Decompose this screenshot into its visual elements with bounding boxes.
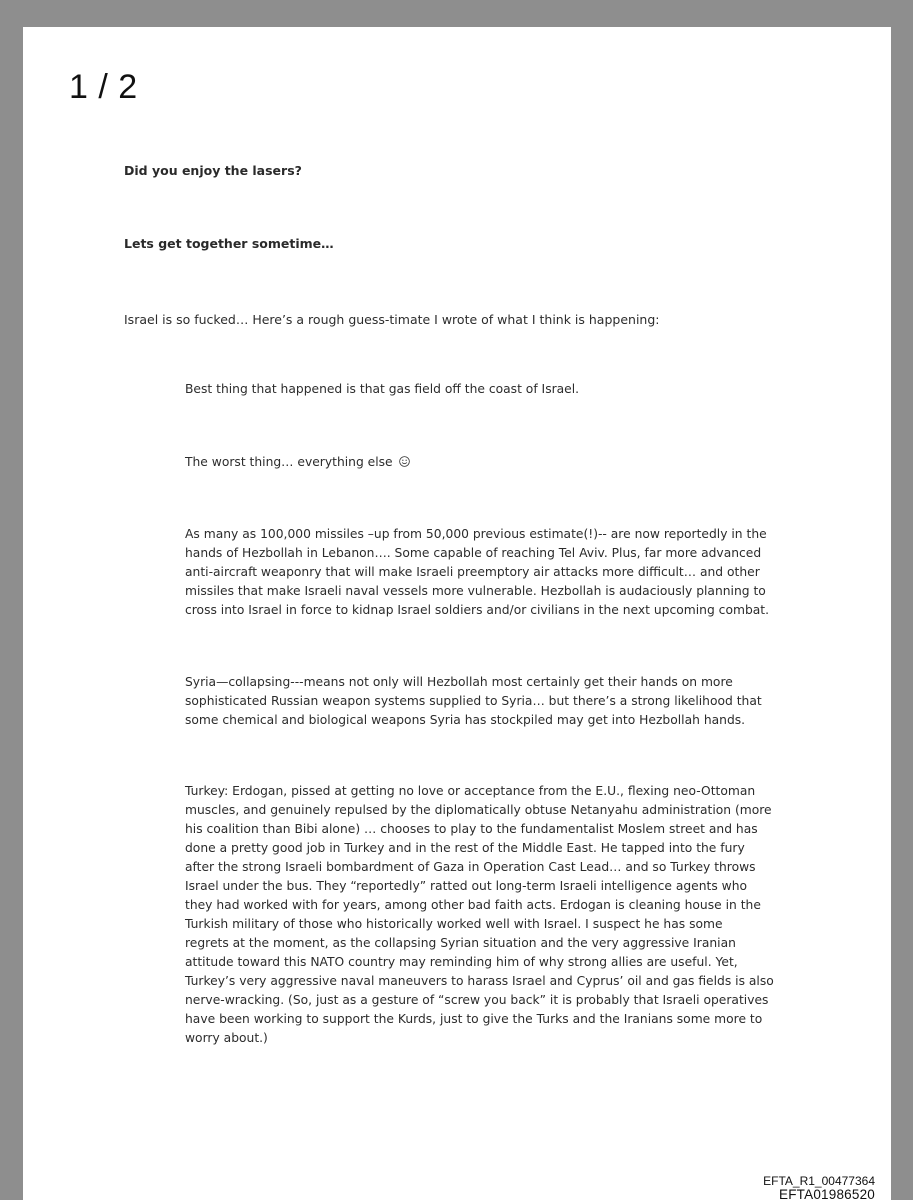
heading-lasers: Did you enjoy the lasers? bbox=[124, 163, 302, 178]
paragraph-line: they had worked with for years, among other bad faith acts. Erdogan is cleaning house in the bbox=[185, 898, 761, 912]
paragraph-line: cross into Israel in force to kidnap Israel soldiers and/or civilians in the next upcoming combat. bbox=[185, 603, 770, 617]
paragraph-line: Best thing that happened is that gas field off the coast of Israel. bbox=[185, 382, 580, 396]
paragraph-line: attitude toward this NATO country may reminding him of why strong allies are useful. Yet, bbox=[185, 955, 738, 969]
paragraph-line: As many as 100,000 missiles –up from 50,000 previous estimate(!)-- are now reportedly in the bbox=[185, 527, 767, 541]
paragraph-line: hands of Hezbollah in Lebanon…. Some capable of reaching Tel Aviv. Plus, far more advanced bbox=[185, 546, 762, 560]
paragraph-line: muscles, and genuinely repulsed by the diplomatically obtuse Netanyahu administration (more bbox=[185, 803, 772, 817]
paragraph-line: Turkey: Erdogan, pissed at getting no love or acceptance from the E.U., flexing neo-Ottoman bbox=[185, 784, 756, 798]
bates-number-secondary: EFTA01986520 bbox=[779, 1187, 875, 1200]
smiley-face-icon bbox=[399, 456, 410, 467]
paragraph-line: The worst thing… everything else bbox=[185, 455, 393, 469]
paragraph-line: Turkish military of those who historically worked well with Israel. I suspect he has some bbox=[185, 917, 723, 931]
heading-get-together: Lets get together sometime… bbox=[124, 236, 334, 251]
paragraph-line: done a pretty good job in Turkey and in the rest of the Middle East. He tapped into the fury bbox=[185, 841, 745, 855]
paragraph-line: after the strong Israeli bombardment of Gaza in Operation Cast Lead… and so Turkey throws bbox=[185, 860, 756, 874]
paragraph-line: nerve-wracking. (So, just as a gesture of “screw you back” it is probably that Israeli operatives bbox=[185, 993, 769, 1007]
paragraph-line: missiles that make Israeli naval vessels more vulnerable. Hezbollah is audaciously planning to bbox=[185, 584, 766, 598]
paragraph-line: Turkey’s very aggressive naval maneuvers to harass Israel and Cyprus’ oil and gas fields is also bbox=[185, 974, 774, 988]
paragraph-missiles bbox=[185, 525, 805, 620]
paragraph-line: anti-aircraft weaponry that will make Israeli preemptory air attacks more difficult… and other bbox=[185, 565, 760, 579]
paragraph-best-thing bbox=[185, 380, 805, 399]
paragraph-line: worry about.) bbox=[185, 1031, 268, 1045]
paragraph-line: some chemical and biological weapons Syria has stockpiled may get into Hezbollah hands. bbox=[185, 713, 746, 727]
paragraph-line: regrets at the moment, as the collapsing Syrian situation and the very aggressive Iranian bbox=[185, 936, 736, 950]
paragraph-line: have been working to support the Kurds, just to give the Turks and the Iranians some more to bbox=[185, 1012, 763, 1026]
bates-number-primary: EFTA_R1_00477364 bbox=[763, 1174, 875, 1188]
paragraph-line: sophisticated Russian weapon systems supplied to Syria… but there’s a strong likelihood that bbox=[185, 694, 762, 708]
paragraph-syria bbox=[185, 673, 805, 730]
paragraph-line: Israel under the bus. They “reportedly” ratted out long-term Israeli intelligence agents who bbox=[185, 879, 748, 893]
page-counter: 1 / 2 bbox=[69, 68, 138, 106]
paragraph-line: Syria—collapsing---means not only will Hezbollah most certainly get their hands on more bbox=[185, 675, 733, 689]
paragraph-worst-thing bbox=[185, 453, 805, 472]
paragraph-line: his coalition than Bibi alone) … chooses to play to the fundamentalist Moslem street and has bbox=[185, 822, 758, 836]
intro-line: Israel is so fucked… Here’s a rough guess-timate I wrote of what I think is happening: bbox=[124, 312, 660, 327]
paragraph-turkey bbox=[185, 782, 805, 1048]
